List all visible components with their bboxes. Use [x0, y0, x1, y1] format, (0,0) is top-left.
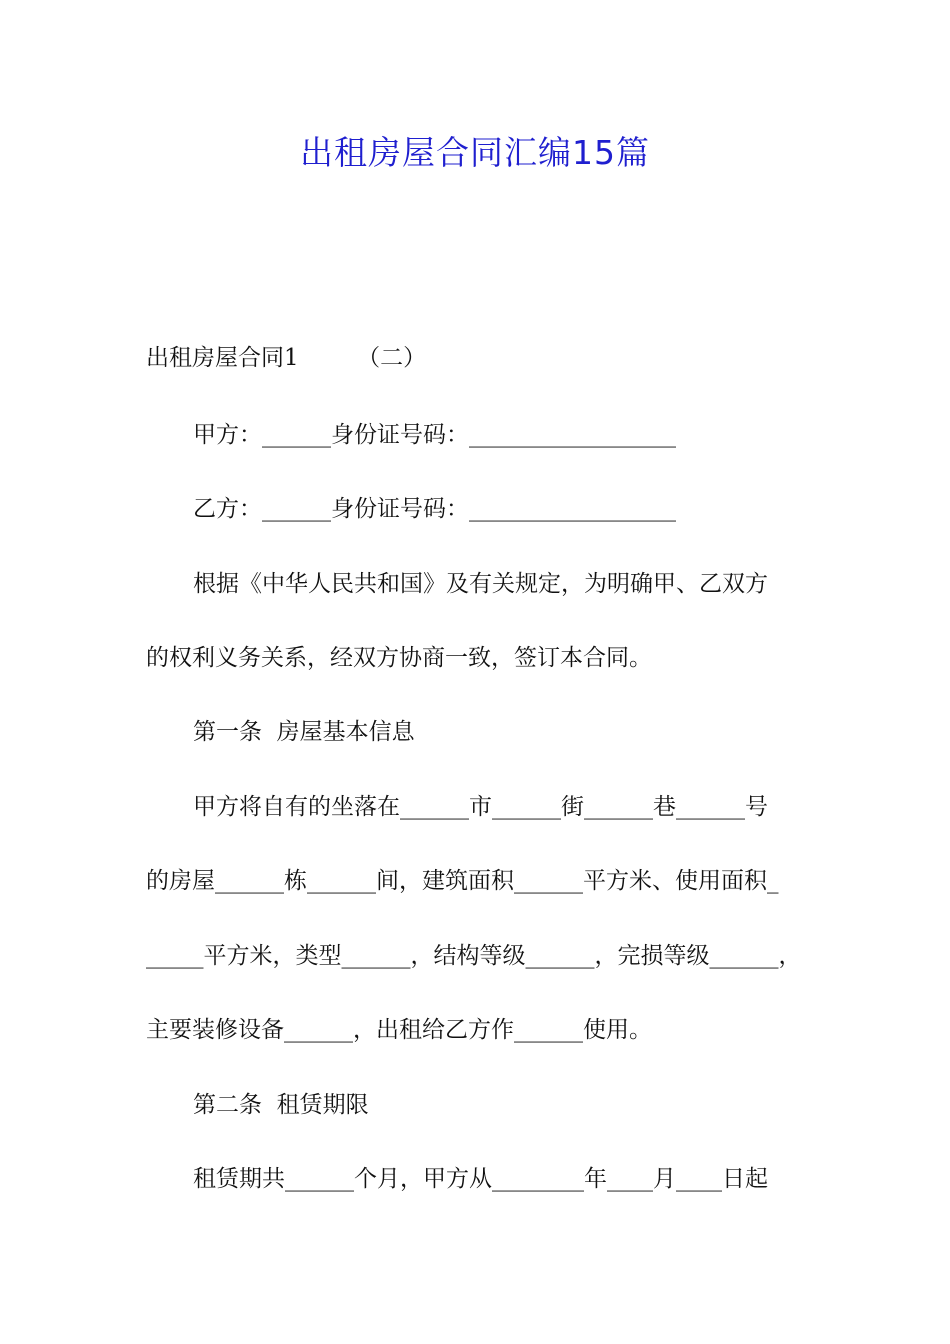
article-1-line-2: 的房屋______栋______间，建筑面积______平方米、使用面积_ [146, 868, 779, 894]
article-1-line-1: 甲方将自有的坐落在______市______街______巷______号 [193, 794, 768, 820]
article-2-heading: 第二条 租赁期限 [193, 1092, 369, 1118]
article-1-line-3: _____平方米，类型______，结构等级______，完损等级______， [146, 943, 802, 969]
party-a-line: 甲方：______身份证号码：__________________ [193, 422, 676, 448]
article-1-heading: 第一条 房屋基本信息 [193, 719, 415, 745]
section-heading: 出租房屋合同1 （二） [146, 345, 427, 371]
intro-paragraph-line-1: 根据《中华人民共和国》及有关规定，为明确甲、乙双方 [193, 571, 768, 597]
article-1-line-4: 主要装修设备______，出租给乙方作______使用。 [146, 1017, 652, 1043]
party-b-line: 乙方：______身份证号码：__________________ [193, 496, 676, 522]
intro-paragraph-line-2: 的权利义务关系，经双方协商一致，签订本合同。 [146, 645, 652, 671]
document-title: 出租房屋合同汇编15篇 [300, 133, 650, 172]
article-2-line-1: 租赁期共______个月，甲方从________年____月____日起 [193, 1166, 768, 1192]
